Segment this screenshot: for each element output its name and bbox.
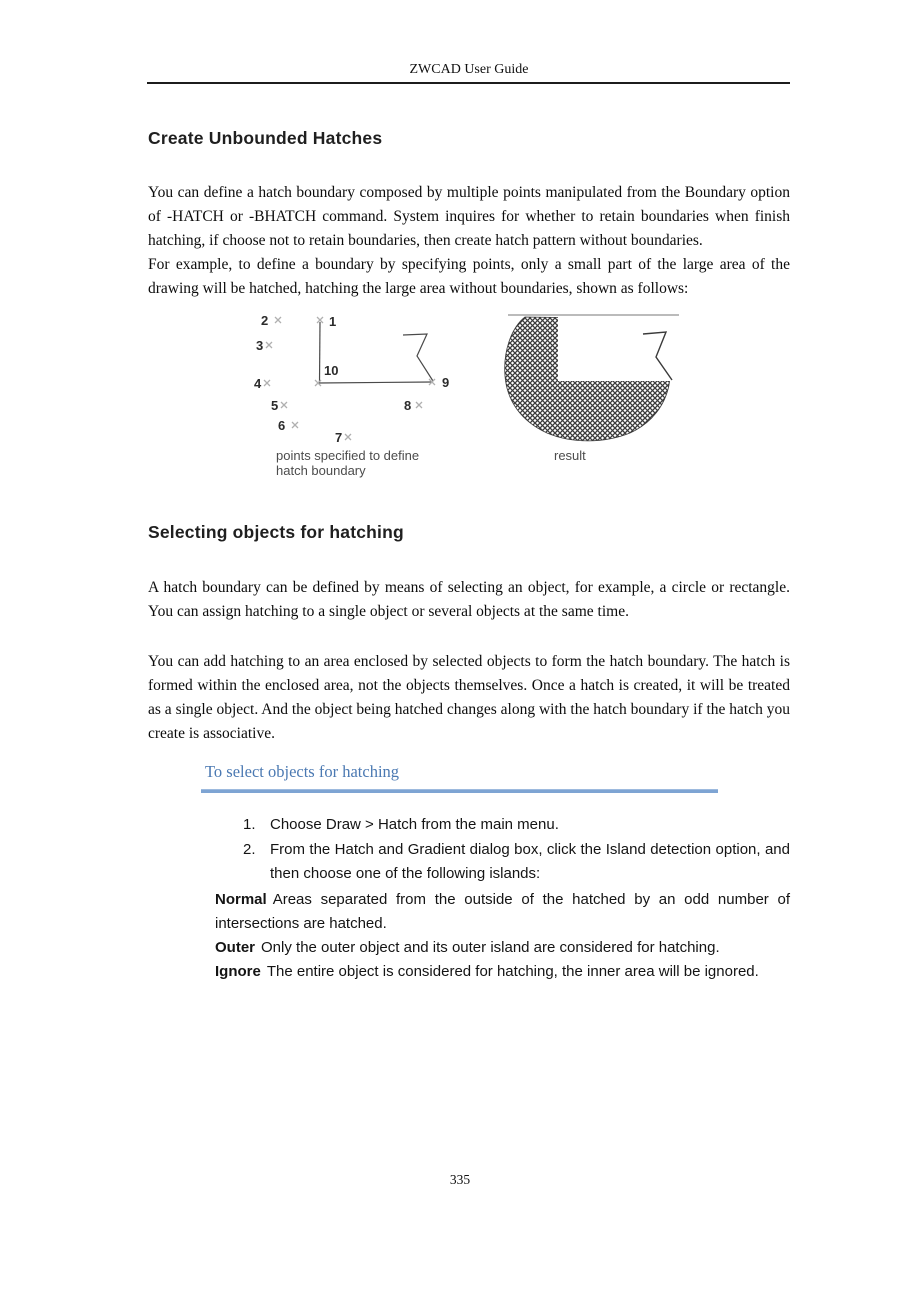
point-label: 4 — [254, 376, 262, 391]
figure-caption-result: result — [554, 448, 586, 463]
step-text: From the Hatch and Gradient dialog box, click the Island detection option, and then choose one of the following islands: — [270, 841, 790, 882]
section-heading-create-unbounded-hatches: Create Unbounded Hatches — [148, 128, 383, 148]
paragraph: You can define a hatch boundary composed by multiple points manipulated from the Boundary option of -HATCH or -BHATCH command. System inquires for whether to retain boundaries when finish hatching, if choose not to retain boundaries, then create hatch pattern without boundaries. — [148, 184, 790, 249]
caption-line: points specified to define — [276, 448, 420, 463]
figure-caption-left — [276, 448, 419, 478]
point-label: 7 — [335, 430, 343, 445]
selecting-paragraph-2 — [148, 650, 790, 746]
definition-outer — [215, 936, 790, 960]
procedure-heading: To select objects for hatching — [205, 762, 400, 781]
step-text: Choose Draw > Hatch from the main menu. — [270, 816, 559, 833]
point-label: 8 — [404, 398, 412, 413]
paragraph: For example, to define a boundary by specifying points, only a small part of the large area of the drawing will be hatched, hatching the large area without boundaries, shown as follows: — [148, 256, 790, 297]
definition-text: The entire object is considered for hatching, the inner area will be ignored. — [266, 963, 759, 980]
point-label: 9 — [442, 375, 450, 390]
point-label: 6 — [278, 418, 286, 433]
definition-normal — [215, 888, 790, 936]
definition-ignore — [215, 960, 790, 984]
paragraph: You can add hatching to an area enclosed by selected objects to form the hatch boundary. The hatch is formed within the enclosed area, not the objects themselves. Once a hatch is created, it will be treated as a single object. And the object being hatched changes along with the hatch boundary if the hatch you create is associative. — [148, 653, 790, 742]
running-header-title: ZWCAD User Guide — [409, 62, 529, 77]
point-label: 10 — [324, 363, 339, 378]
list-item — [243, 813, 790, 837]
caption-line: hatch boundary — [276, 463, 366, 478]
list-item — [243, 838, 790, 886]
section-heading-selecting-objects: Selecting objects for hatching — [148, 522, 404, 542]
procedure-rule — [201, 789, 718, 793]
definition-term: Normal — [215, 891, 267, 908]
point-label: 1 — [329, 314, 337, 329]
point-markers — [264, 317, 435, 440]
page-number: 335 — [449, 1172, 471, 1187]
header-rule — [147, 82, 790, 84]
paragraph: A hatch boundary can be defined by means of selecting an object, for example, a circle or rectangle. You can assign hatching to a single object or several objects at the same time. — [148, 579, 790, 620]
definition-text: Only the outer object and its outer island are considered for hatching. — [261, 939, 720, 956]
hatch-boundary-figure — [250, 306, 710, 488]
point-label: 3 — [256, 338, 264, 353]
intro-paragraphs — [148, 181, 790, 301]
definition-term: Ignore — [215, 963, 261, 980]
boundary-points-diagram — [250, 306, 482, 446]
selecting-paragraph-1 — [148, 576, 790, 624]
definition-text: Areas separated from the outside of the hatched by an odd number of intersections are hatched. — [215, 891, 790, 932]
point-label: 2 — [261, 313, 269, 328]
step-number: 1. — [243, 816, 256, 833]
point-label: 5 — [271, 398, 279, 413]
step-number: 2. — [243, 841, 256, 858]
island-definitions — [215, 888, 790, 984]
definition-term: Outer — [215, 939, 256, 956]
procedure-steps — [243, 813, 790, 887]
hatch-result-diagram — [495, 308, 695, 448]
